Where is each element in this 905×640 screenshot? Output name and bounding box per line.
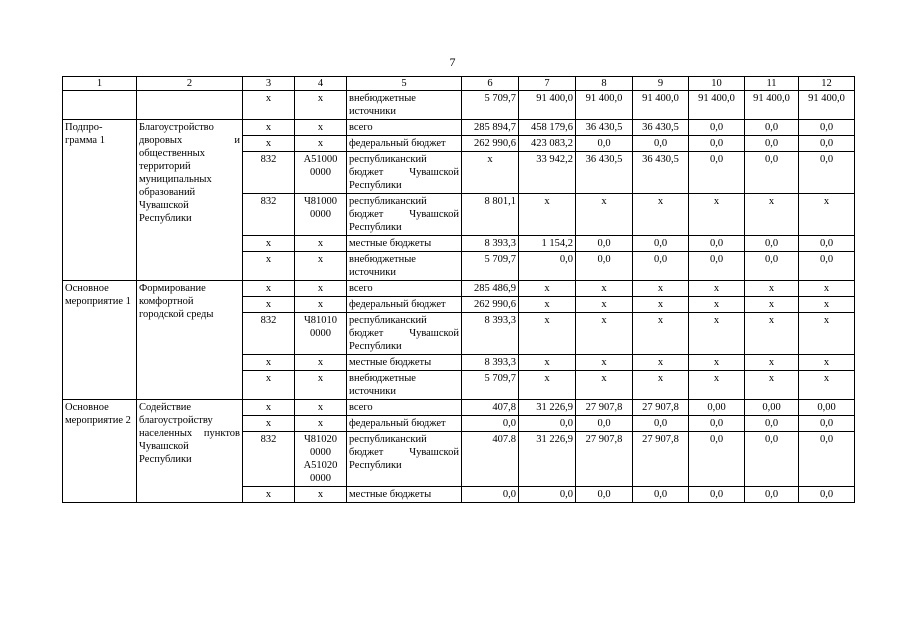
value-cell: x xyxy=(745,371,799,400)
value-cell: 91 400,0 xyxy=(799,91,855,120)
value-cell: 0,0 xyxy=(799,487,855,503)
value-cell: x xyxy=(576,355,633,371)
value-cell: x xyxy=(462,152,519,194)
value-cell: 0,0 xyxy=(576,252,633,281)
value-cell: 0,00 xyxy=(799,400,855,416)
value-cell: 0,0 xyxy=(745,252,799,281)
value-cell: x xyxy=(633,371,689,400)
value-cell: x xyxy=(799,313,855,355)
value-cell: 262 990,6 xyxy=(462,136,519,152)
value-cell: x xyxy=(799,281,855,297)
header-cell: 8 xyxy=(576,77,633,91)
value-cell: x xyxy=(576,313,633,355)
value-cell: 0,0 xyxy=(519,252,576,281)
table-body xyxy=(63,77,855,503)
page-number: 7 xyxy=(449,55,456,69)
value-cell: 0,0 xyxy=(576,416,633,432)
code-cell: Ч81010 0000 xyxy=(295,313,347,355)
value-cell: 0,00 xyxy=(689,400,745,416)
value-cell: x xyxy=(745,281,799,297)
header-cell: 12 xyxy=(799,77,855,91)
name-cell: Основное мероприятие 1 xyxy=(63,281,137,400)
value-cell: 285 894,7 xyxy=(462,120,519,136)
value-cell: x xyxy=(576,281,633,297)
code-cell: 832 xyxy=(243,194,295,236)
value-cell: 36 430,5 xyxy=(576,120,633,136)
value-cell: 0,0 xyxy=(576,487,633,503)
table-row xyxy=(63,120,855,136)
value-cell: 0,0 xyxy=(689,252,745,281)
header-cell: 1 xyxy=(63,77,137,91)
value-cell: 0,0 xyxy=(799,416,855,432)
source-cell: федеральный бюджет xyxy=(347,136,462,152)
code-cell: x xyxy=(295,281,347,297)
value-cell: 33 942,2 xyxy=(519,152,576,194)
value-cell: 36 430,5 xyxy=(576,152,633,194)
value-cell: x xyxy=(519,313,576,355)
value-cell: 0,0 xyxy=(689,416,745,432)
value-cell: 423 083,2 xyxy=(519,136,576,152)
table-row xyxy=(63,281,855,297)
value-cell: x xyxy=(689,194,745,236)
value-cell: 0,0 xyxy=(745,432,799,487)
source-cell: республиканский бюджет Чувашской Республики xyxy=(347,432,462,487)
source-cell: внебюджетные источники xyxy=(347,371,462,400)
header-cell: 2 xyxy=(137,77,243,91)
source-cell: внебюджетные источники xyxy=(347,91,462,120)
code-cell: x xyxy=(243,236,295,252)
value-cell: x xyxy=(745,194,799,236)
source-cell: местные бюджеты xyxy=(347,355,462,371)
code-cell: 832 xyxy=(243,313,295,355)
value-cell: 8 393,3 xyxy=(462,313,519,355)
value-cell: 0,0 xyxy=(799,236,855,252)
description-cell: Благоустройство дворовых и общественных территорий муниципальных образований Чувашской Республики xyxy=(137,120,243,281)
code-cell: x xyxy=(295,252,347,281)
source-cell: внебюджетные источники xyxy=(347,252,462,281)
name-cell: Подпро-грамма 1 xyxy=(63,120,137,281)
source-cell: всего xyxy=(347,400,462,416)
value-cell: 458 179,6 xyxy=(519,120,576,136)
table-row xyxy=(63,91,855,120)
source-cell: всего xyxy=(347,120,462,136)
code-cell: x xyxy=(243,252,295,281)
source-cell: республиканский бюджет Чувашской Республики xyxy=(347,313,462,355)
value-cell: 31 226,9 xyxy=(519,400,576,416)
code-cell: Ч81000 0000 xyxy=(295,194,347,236)
value-cell: 5 709,7 xyxy=(462,91,519,120)
value-cell: x xyxy=(689,281,745,297)
source-cell: всего xyxy=(347,281,462,297)
value-cell: x xyxy=(745,313,799,355)
code-cell: x xyxy=(243,91,295,120)
source-cell: федеральный бюджет xyxy=(347,416,462,432)
value-cell: 0,0 xyxy=(519,487,576,503)
value-cell: 0,0 xyxy=(633,416,689,432)
code-cell: А51000 0000 xyxy=(295,152,347,194)
value-cell: x xyxy=(519,371,576,400)
value-cell: 91 400,0 xyxy=(519,91,576,120)
value-cell: 0,0 xyxy=(462,487,519,503)
code-cell: x xyxy=(243,400,295,416)
value-cell: 262 990,6 xyxy=(462,297,519,313)
value-cell: 0,00 xyxy=(745,400,799,416)
source-cell: федеральный бюджет xyxy=(347,297,462,313)
value-cell: 27 907,8 xyxy=(576,400,633,416)
value-cell: 0,0 xyxy=(633,136,689,152)
value-cell: x xyxy=(689,371,745,400)
value-cell: 0,0 xyxy=(689,487,745,503)
code-cell: x xyxy=(295,371,347,400)
value-cell: 0,0 xyxy=(745,487,799,503)
value-cell: 0,0 xyxy=(799,432,855,487)
value-cell: x xyxy=(633,313,689,355)
value-cell: x xyxy=(799,297,855,313)
source-cell: республиканский бюджет Чувашской Республики xyxy=(347,152,462,194)
value-cell: 31 226,9 xyxy=(519,432,576,487)
code-cell: x xyxy=(295,416,347,432)
value-cell: x xyxy=(799,371,855,400)
code-cell: Ч81020 0000 А51020 0000 xyxy=(295,432,347,487)
value-cell: 0,0 xyxy=(745,236,799,252)
code-cell: x xyxy=(243,281,295,297)
code-cell: x xyxy=(295,297,347,313)
value-cell: 0,0 xyxy=(689,136,745,152)
code-cell: x xyxy=(295,91,347,120)
value-cell: 27 907,8 xyxy=(576,432,633,487)
value-cell: 8 801,1 xyxy=(462,194,519,236)
value-cell: x xyxy=(576,297,633,313)
value-cell: 5 709,7 xyxy=(462,252,519,281)
value-cell: x xyxy=(689,297,745,313)
source-cell: местные бюджеты xyxy=(347,487,462,503)
code-cell: x xyxy=(295,487,347,503)
value-cell: 0,0 xyxy=(462,416,519,432)
value-cell: 91 400,0 xyxy=(576,91,633,120)
value-cell: 5 709,7 xyxy=(462,371,519,400)
value-cell: x xyxy=(689,355,745,371)
value-cell: x xyxy=(799,194,855,236)
value-cell: 36 430,5 xyxy=(633,120,689,136)
value-cell: 0,0 xyxy=(519,416,576,432)
value-cell: 0,0 xyxy=(633,487,689,503)
code-cell: x xyxy=(295,136,347,152)
description-cell: Содействие благоустройству населенных пунктов Чувашской Республики xyxy=(137,400,243,503)
value-cell: 407.8 xyxy=(462,432,519,487)
header-cell: 10 xyxy=(689,77,745,91)
code-cell: x xyxy=(295,400,347,416)
value-cell: 0,0 xyxy=(689,236,745,252)
value-cell: 0,0 xyxy=(799,136,855,152)
header-cell: 3 xyxy=(243,77,295,91)
value-cell: 8 393,3 xyxy=(462,355,519,371)
value-cell: x xyxy=(519,194,576,236)
value-cell: x xyxy=(745,297,799,313)
value-cell: 27 907,8 xyxy=(633,400,689,416)
source-cell: республиканский бюджет Чувашской Республики xyxy=(347,194,462,236)
code-cell: 832 xyxy=(243,432,295,487)
value-cell: x xyxy=(519,297,576,313)
value-cell: 0,0 xyxy=(745,152,799,194)
header-row xyxy=(63,77,855,91)
value-cell: 0,0 xyxy=(689,120,745,136)
value-cell: 407,8 xyxy=(462,400,519,416)
budget-table xyxy=(62,76,855,503)
value-cell: 0,0 xyxy=(745,120,799,136)
header-cell: 4 xyxy=(295,77,347,91)
value-cell: 0,0 xyxy=(745,136,799,152)
description-cell: Формирование комфортной городской среды xyxy=(137,281,243,400)
code-cell: x xyxy=(243,416,295,432)
header-cell: 7 xyxy=(519,77,576,91)
code-cell: x xyxy=(243,355,295,371)
value-cell: 91 400,0 xyxy=(689,91,745,120)
value-cell: x xyxy=(745,355,799,371)
value-cell: x xyxy=(519,355,576,371)
code-cell: x xyxy=(295,355,347,371)
source-cell: местные бюджеты xyxy=(347,236,462,252)
value-cell: 1 154,2 xyxy=(519,236,576,252)
value-cell: 0,0 xyxy=(576,136,633,152)
value-cell: 0,0 xyxy=(799,120,855,136)
header-cell: 5 xyxy=(347,77,462,91)
code-cell: x xyxy=(243,136,295,152)
value-cell: x xyxy=(519,281,576,297)
value-cell: x xyxy=(633,281,689,297)
value-cell: 0,0 xyxy=(799,152,855,194)
value-cell: x xyxy=(576,371,633,400)
code-cell: x xyxy=(243,371,295,400)
header-cell: 9 xyxy=(633,77,689,91)
code-cell: x xyxy=(243,487,295,503)
value-cell: x xyxy=(633,355,689,371)
header-cell: 11 xyxy=(745,77,799,91)
value-cell: 0,0 xyxy=(689,432,745,487)
code-cell: x xyxy=(243,297,295,313)
value-cell: x xyxy=(689,313,745,355)
value-cell: 0,0 xyxy=(689,152,745,194)
table-row xyxy=(63,400,855,416)
description-cell xyxy=(137,91,243,120)
value-cell: x xyxy=(633,194,689,236)
code-cell: 832 xyxy=(243,152,295,194)
code-cell: x xyxy=(295,236,347,252)
value-cell: 91 400,0 xyxy=(745,91,799,120)
header-cell: 6 xyxy=(462,77,519,91)
value-cell: x xyxy=(799,355,855,371)
value-cell: 0,0 xyxy=(633,252,689,281)
value-cell: 285 486,9 xyxy=(462,281,519,297)
value-cell: 0,0 xyxy=(799,252,855,281)
value-cell: 8 393,3 xyxy=(462,236,519,252)
code-cell: x xyxy=(243,120,295,136)
name-cell: Основное мероприятие 2 xyxy=(63,400,137,503)
value-cell: x xyxy=(633,297,689,313)
value-cell: 0,0 xyxy=(633,236,689,252)
value-cell: 91 400,0 xyxy=(633,91,689,120)
name-cell xyxy=(63,91,137,120)
value-cell: x xyxy=(576,194,633,236)
code-cell: x xyxy=(295,120,347,136)
value-cell: 0,0 xyxy=(745,416,799,432)
value-cell: 0,0 xyxy=(576,236,633,252)
value-cell: 36 430,5 xyxy=(633,152,689,194)
value-cell: 27 907,8 xyxy=(633,432,689,487)
